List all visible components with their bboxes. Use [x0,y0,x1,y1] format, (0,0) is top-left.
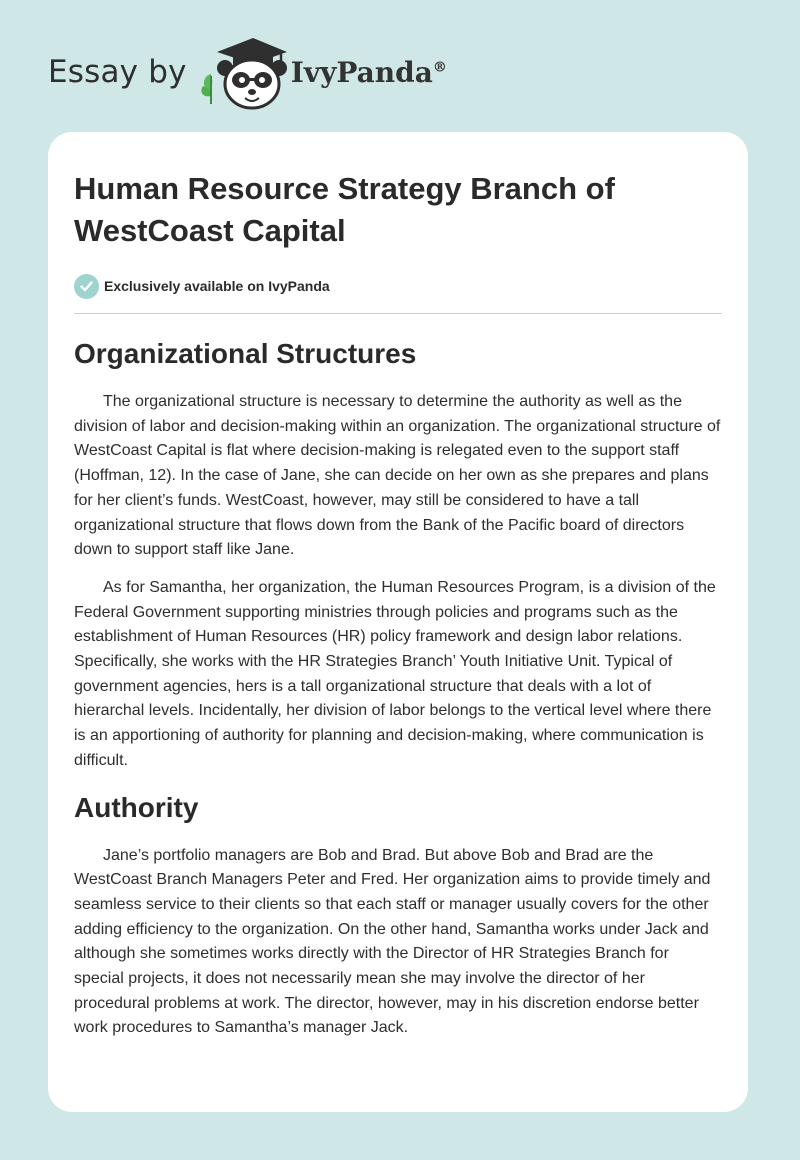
essay-by-label: Essay by [48,54,187,90]
registered-mark: ® [432,59,447,76]
divider [74,313,722,314]
check-icon [74,274,99,299]
brand-name[interactable]: IvyPanda® [290,55,447,89]
panda-graduate-icon[interactable] [197,34,289,110]
article-content [74,168,722,1041]
article-card [48,132,748,1112]
exclusive-badge [74,272,722,300]
section-heading: Authority [74,791,199,823]
paragraph: As for Samantha, her organization, the Human Resources Program, is a division of the Federal Government supporting ministries through policies and programs such as the establishment of Human Resources (HR) policy framework and design labor relations. Specifically, she works with the HR Strategies Branch’ Youth Initiative Unit. Typical of government agencies, hers is a tall organizational structure that deals with a lot of hierarchal levels. Incidentally, her division of labor belongs to the vertical level where there is an apportioning of authority for planning and decision-making, where communication is difficult. [74,578,716,769]
section-heading: Organizational Structures [74,338,417,369]
article-title: Human Resource Strategy Branch of WestCoast Capital [74,171,615,248]
paragraph: The organizational structure is necessary to determine the authority as well as the division of labor and decision-making within an organization. The organizational structure of WestCoast Capital is flat where decision-making is relegated even to the support staff (Hoffman, 12). In the case of Jane, she can decide on her own as she prepares and plans for her client’s funds. WestCoast, however, may still be considered to have a tall organizational structure that flows down from the Bank of the Pacific board of directors down to support staff like Jane. [74,393,721,559]
site-header [48,34,447,110]
paragraph: Jane’s portfolio managers are Bob and Brad. But above Bob and Brad are the WestCoast Branch Managers Peter and Fred. Her organization aims to provide timely and seamless service to their clients so that each staff or manager usually covers for the other adding efficiency to the organization. On the other hand, Samantha works under Jack and although she sometimes works directly with the Director of HR Strategies Branch for special projects, it does not necessarily mean she may involve the director of her procedural problems at work. The director, however, may in his discretion endorse better work procedures to Samantha’s manager Jack. [74,846,711,1037]
badge-text: Exclusively available on IvyPanda [104,278,330,294]
